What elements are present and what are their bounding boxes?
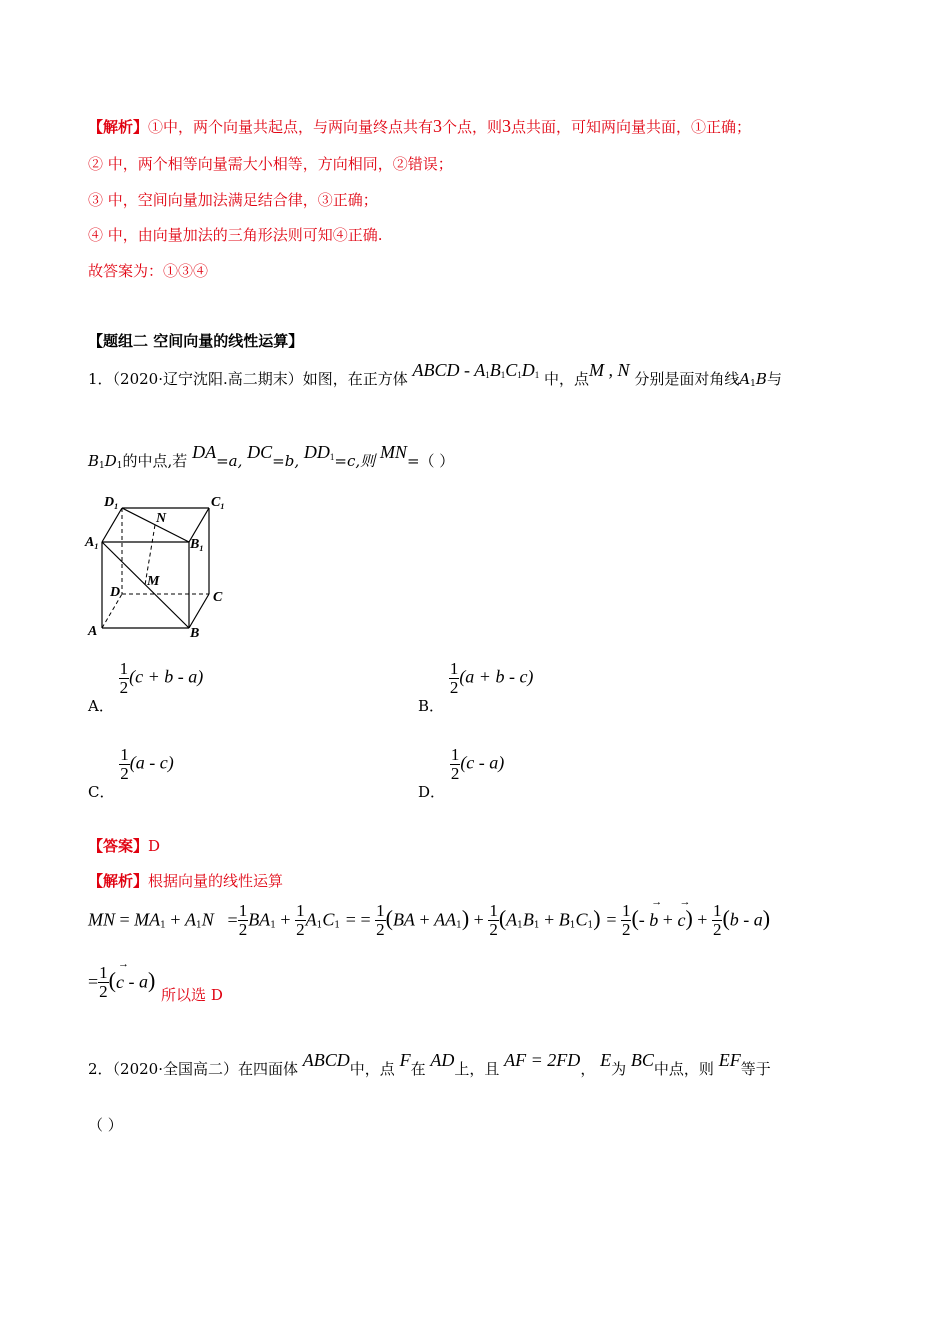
- answer-summary: 故答案为：①③④: [88, 262, 209, 280]
- label-B1: $B_1$: [190, 537, 204, 553]
- q1-analysis: 【解析】根据向量的线性运算: [88, 872, 284, 890]
- so-choose: 所以选 D: [161, 985, 223, 1004]
- label-N: N: [156, 511, 167, 526]
- label-M: M: [147, 574, 160, 589]
- analysis-line-3: ③ 中，空间向量加法满足结合律，③正确；: [88, 191, 378, 209]
- derivation-line-1: MN = $MA_1 + A_1N$ = $\frac{1}{2}$ $BA_1$ + $\frac{1}{2}$ $A_1C_1$ = = $\frac{1}{2}$ $(BA + AA_1)$ + $\frac{1}{2}$ $(A_1B_1 + B_1C_1)$ = $\frac{1}{2}$ (- → b + → c) + $\frac{1}{2}$ (b - a): [88, 902, 770, 939]
- q1-answer: 【答案】D: [88, 837, 161, 855]
- option-c[interactable]: C． $\frac{1}{2}$ (a - c): [88, 745, 174, 801]
- option-d[interactable]: D． $\frac{1}{2}$ (c - a): [418, 745, 505, 801]
- analysis-line-2: ② 中，两个相等向量需大小相等，方向相同，②错误；: [88, 155, 453, 173]
- label-D: D: [110, 585, 121, 600]
- group-title: 【题组二 空间向量的线性运算】: [88, 332, 304, 350]
- q2-paren: （ ）: [88, 1116, 123, 1134]
- label-D1: $D_1$: [104, 495, 119, 511]
- label-A: A: [88, 624, 98, 639]
- analysis-line-1: 【解析】①中，两个向量共起点，与两向量终点共有3个点，则3点共面，可知两向量共面，①正确；: [88, 116, 752, 136]
- label-C: C: [213, 590, 223, 605]
- label-B: B: [190, 626, 200, 641]
- label-C1: $C_1$: [211, 495, 225, 511]
- cube-figure: [84, 490, 234, 645]
- label-A1: $A_1$: [85, 535, 99, 551]
- analysis-line-4: ④ 中，由向量加法的三角形法则可知④正确.: [88, 226, 383, 244]
- q1-stem-line-2: $B_1D_1$的中点,若 DA=a, DC=b, $DD_1=c$,则 MN=（ ）: [88, 442, 455, 471]
- derivation-line-2: = $\frac{1}{2}$ (→ c - a) $_{所以选 D}$: [88, 964, 223, 1001]
- cube-name: ABCD - $A_1B_1C_1D_1$: [412, 360, 540, 380]
- q1-stem-line-1: 1．（2020·辽宁沈阳.高二期末）如图，在正方体 ABCD - $A_1B_1C_1D_1$ 中，点M , N 分别是面对角线$A_1B$与: [88, 360, 782, 389]
- option-b[interactable]: B． $\frac{1}{2}$ (a + b - c): [418, 659, 534, 715]
- option-a[interactable]: A． $\frac{1}{2}$ (c + b - a): [88, 659, 204, 715]
- analysis-tag: 【解析】: [88, 118, 149, 136]
- q2-stem: 2．（2020·全国高二）在四面体 ABCD中，点 F在 AD上，且 AF = 2FD， E为 BC中点，则 EF等于: [88, 1050, 771, 1078]
